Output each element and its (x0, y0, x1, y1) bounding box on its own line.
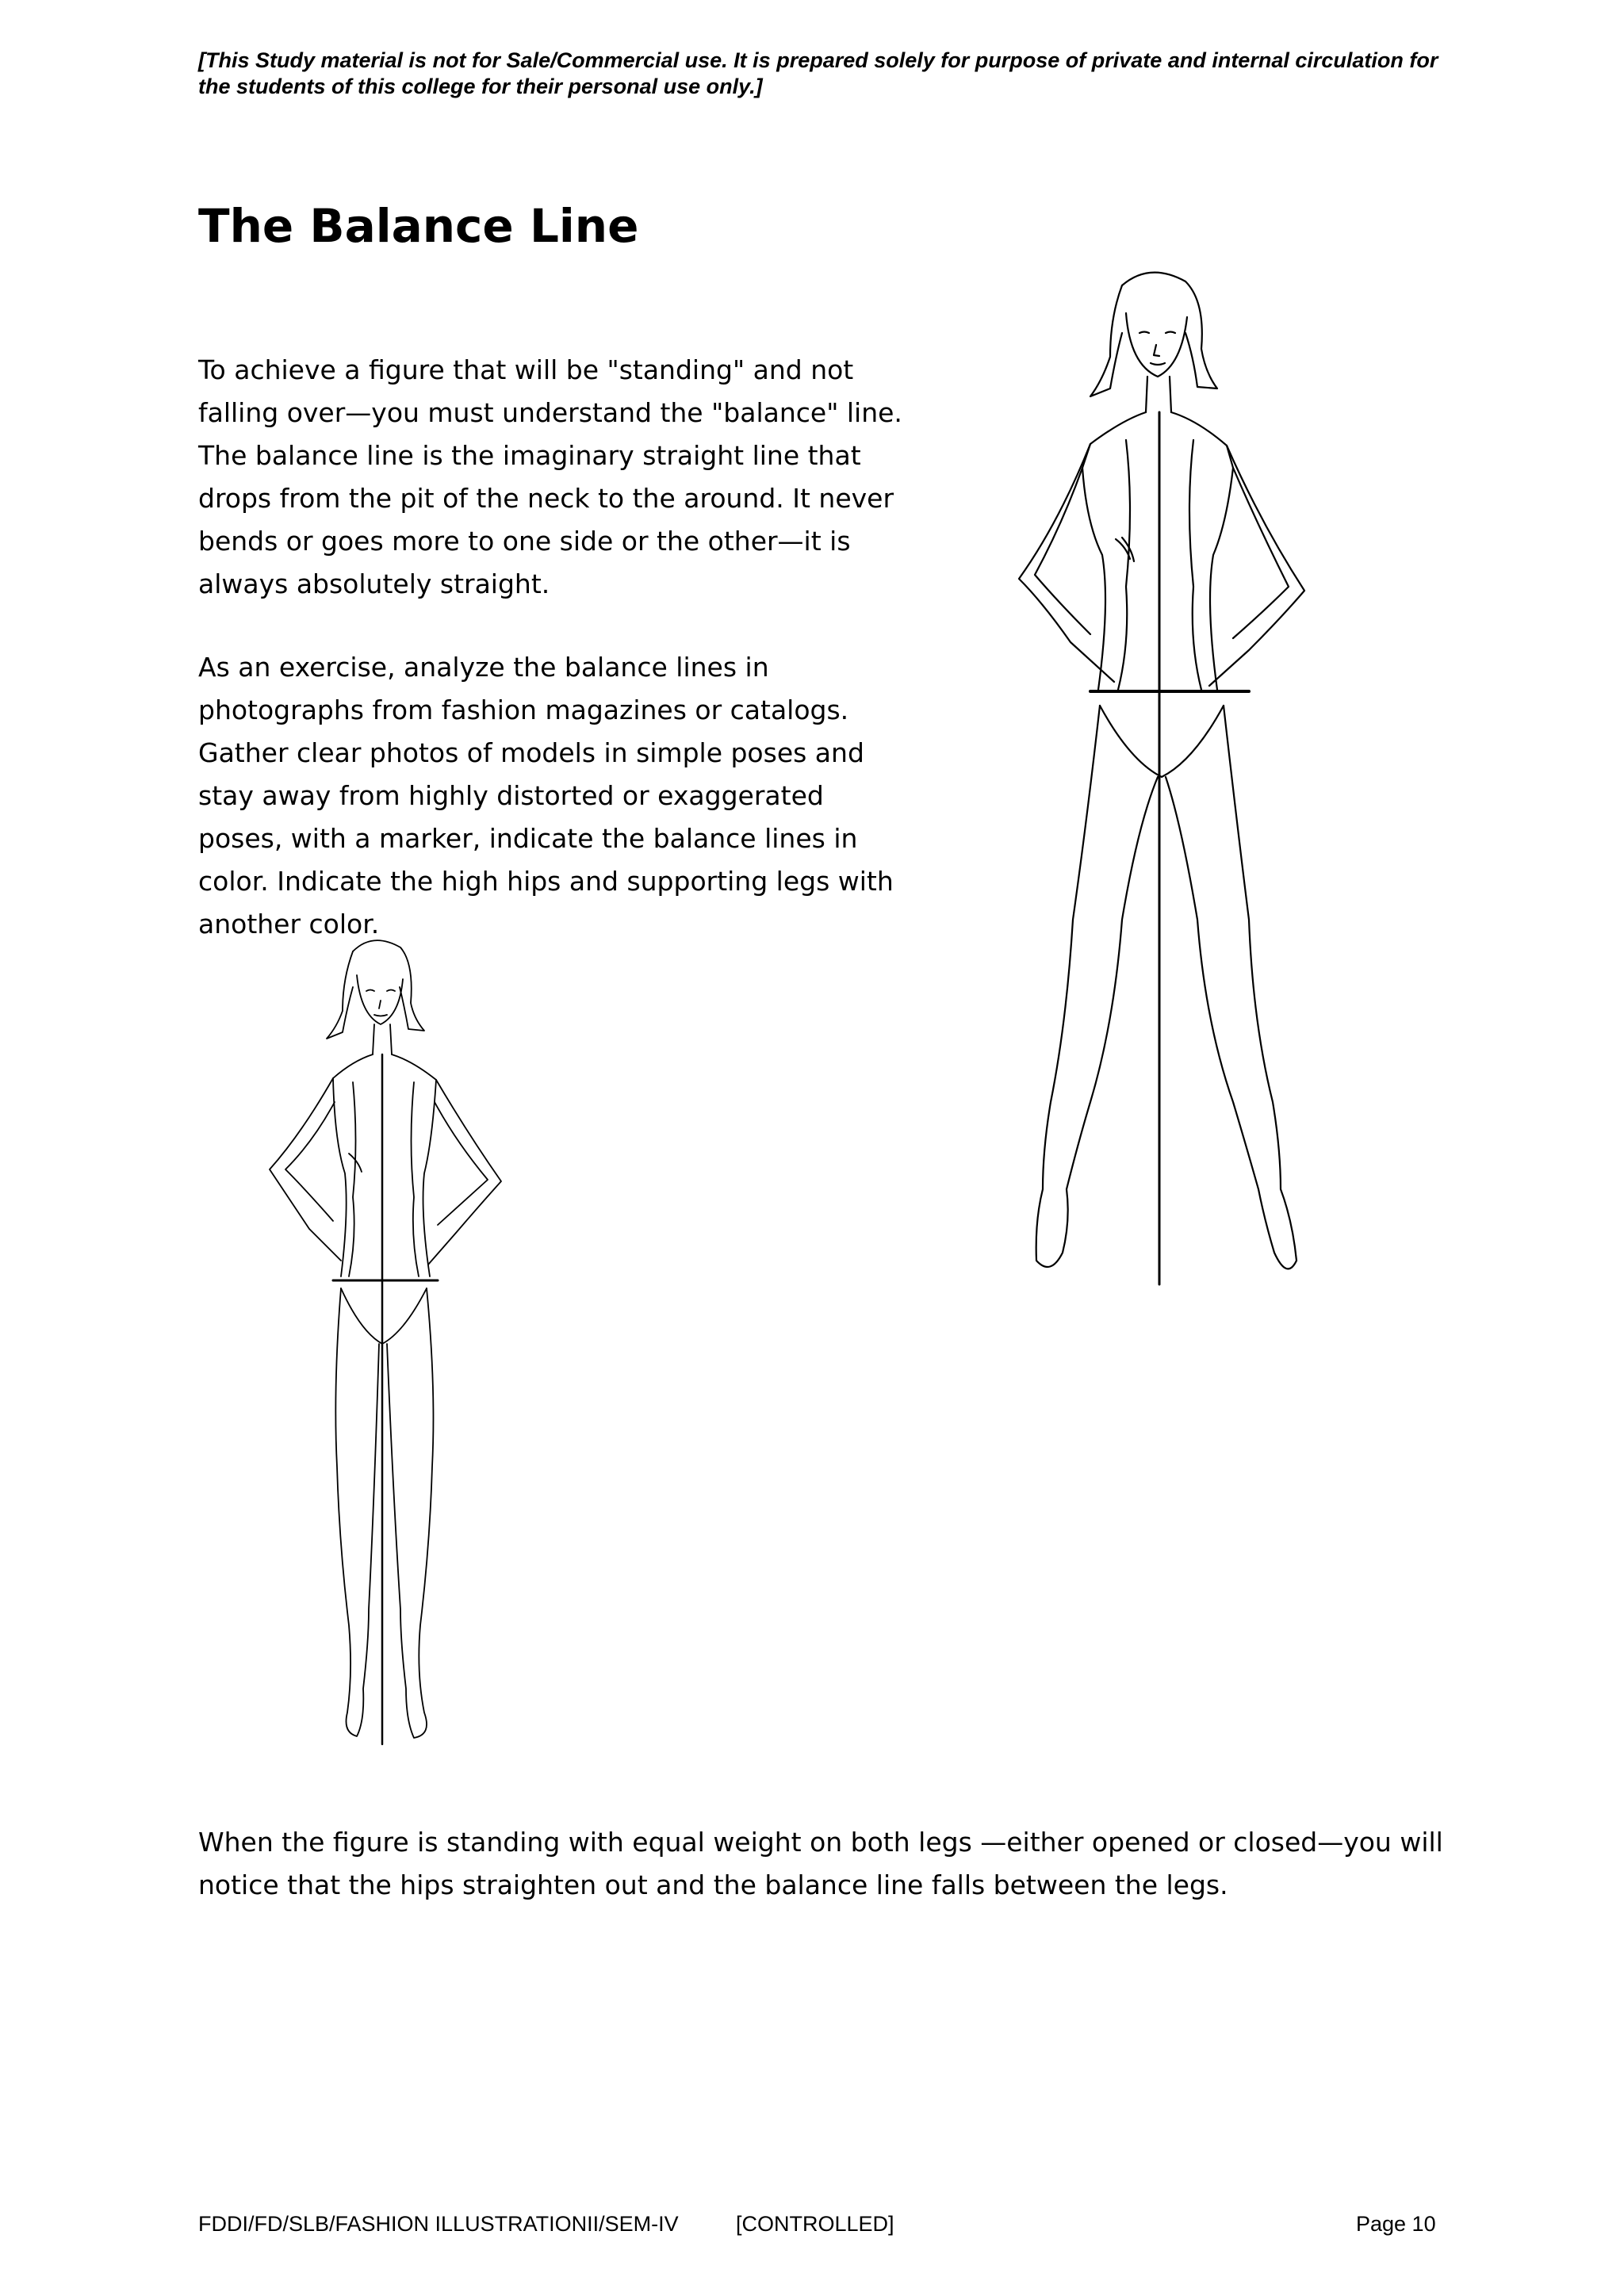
body-paragraph-balance-definition: To achieve a figure that will be "standing" and not falling over—you must understand the "balance" line. The balance line is the imaginary straight line that drops from the pit of the neck to the around. It never bends or goes more to one side or the other—it is always absolutely straight. (198, 354, 902, 599)
body-paragraph-exercise: As an exercise, analyze the balance lines in photographs from fashion magazines or catalogs. Gather clear photos of models in simple poses and stay away from highly distorted or exaggerated poses, with a marker, indicate the balance lines in color. Indicate the high hips and supporting legs with another color. (198, 652, 894, 939)
footer-course-code: FDDI/FD/SLB/FASHION ILLUSTRATIONII/SEM-IV (198, 2212, 679, 2236)
croquis-figure-legs-together (206, 928, 587, 1776)
page-title: The Balance Line (198, 199, 639, 253)
croquis-figure-legs-apart (932, 270, 1423, 1395)
footer-status: [CONTROLLED] (736, 2212, 894, 2236)
disclaimer-header: [This Study material is not for Sale/Commercial use. It is prepared solely for purpose of private and internal circulation for the students of this college for their personal use only.] (198, 48, 1438, 98)
page-number: Page 10 (1356, 2212, 1436, 2236)
body-paragraph-equal-weight: When the figure is standing with equal weight on both legs —either opened or closed—you will notice that the hips straighten out and the balance line falls between the legs. (198, 1827, 1443, 1900)
